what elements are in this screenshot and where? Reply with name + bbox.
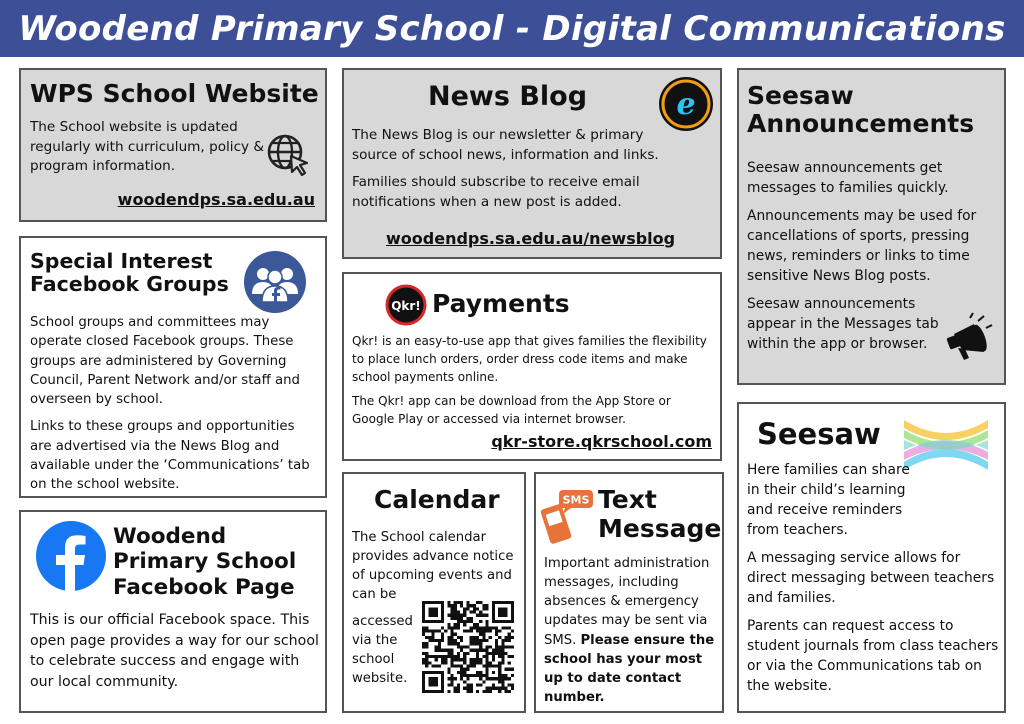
news-blog-card — [342, 68, 722, 259]
seesaw-announcements-text-3: Seesaw announcements appear in the Messages tab within the app or browser. — [747, 296, 939, 352]
seesaw-text-3: Parents can request access to student journals from class teachers or via the Communications tab on the website. — [747, 618, 999, 694]
facebook-page-card — [19, 510, 327, 713]
calendar-text-2: accessed via the school website. — [352, 614, 413, 687]
facebook-page-title: Woodend Primary School Facebook Page — [113, 524, 297, 600]
megaphone-icon — [940, 312, 996, 372]
seesaw-announcements-text-1: Seesaw announcements get messages to families quickly. — [747, 160, 949, 196]
facebook-groups-text-2: Links to these groups and opportunities are advertised via the News Blog and available under the ‘Communications’ tab on the school website. — [30, 419, 310, 493]
seesaw-title: Seesaw — [757, 417, 881, 451]
school-website-text: The School website is updated regularly with curriculum, policy & program information. — [30, 119, 265, 175]
facebook-groups-text — [30, 313, 320, 498]
school-website-link[interactable]: woodendps.sa.edu.au — [117, 190, 315, 209]
payments-card — [342, 272, 722, 461]
globe-cursor-icon — [265, 132, 311, 182]
page-title: Woodend Primary School - Digital Communications — [18, 8, 1006, 49]
payments-text-1: Qkr! is an easy-to-use app that gives families the flexibility to place lunch orders, order dress code items and make school payments online. — [352, 334, 707, 384]
news-blog-title: News Blog — [428, 81, 588, 112]
school-website-card — [19, 68, 327, 222]
payments-title: Payments — [432, 289, 570, 318]
facebook-groups-text-1: School groups and committees may operate closed Facebook groups. These groups are administered by Governing Council, Parent Network and/or staff and overseen by school. — [30, 315, 300, 408]
svg-text:SMS: SMS — [562, 493, 590, 507]
facebook-logo-icon — [35, 520, 107, 596]
seesaw-announcements-title: Seesaw Announcements — [747, 81, 975, 138]
facebook-groups-title: Special Interest Facebook Groups — [30, 249, 229, 296]
facebook-groups-icon — [243, 250, 307, 318]
news-blog-text — [352, 126, 672, 221]
text-message-text-bold: Please ensure the school has your most up to date contact number. — [544, 632, 715, 705]
seesaw-text-1: Here families can share in their child’s learning and receive reminders from teachers. — [747, 462, 910, 538]
text-message-title: Text Message — [598, 485, 722, 543]
payments-link[interactable]: qkr-store.qkrschool.com — [491, 432, 712, 451]
payments-text-2: The Qkr! app can be download from the App Store or Google Play or accessed via internet browser. — [352, 394, 671, 426]
svg-text:Qkr!: Qkr! — [391, 299, 421, 313]
school-website-title: WPS School Website — [30, 79, 319, 108]
qkr-logo-icon — [385, 284, 427, 330]
seesaw-text — [747, 460, 999, 704]
calendar-text-1: The School calendar provides advance notice of upcoming events and can be — [352, 530, 514, 603]
sms-phone-icon — [541, 488, 595, 550]
news-blog-text-1: The News Blog is our newsletter & primary source of school news, information and links. — [352, 127, 659, 163]
news-blog-link[interactable]: woodendps.sa.edu.au/newsblog — [386, 229, 676, 248]
seesaw-card — [737, 402, 1006, 713]
page-header — [0, 0, 1024, 57]
svg-text:e: e — [676, 87, 696, 122]
seesaw-announcements-text-2: Announcements may be used for cancellations of sports, pressing news, reminders or links to time sensitive News Blog posts. — [747, 208, 977, 284]
facebook-groups-card — [19, 236, 327, 498]
seesaw-announcements-card — [737, 68, 1006, 385]
qr-code-icon[interactable] — [422, 601, 514, 697]
facebook-page-text: This is our official Facebook space. This open page provides a way for our school to celebrate success and engage with our local community. — [30, 612, 319, 690]
news-blog-text-2: Families should subscribe to receive email notifications when a new post is added. — [352, 174, 640, 211]
text-message-text — [544, 554, 722, 707]
calendar-title: Calendar — [374, 485, 500, 514]
text-message-card — [534, 472, 724, 713]
seesaw-text-2: A messaging service allows for direct messaging between teachers and families. — [747, 550, 995, 606]
text-message-text-regular: Important administration messages, including absences & emergency updates may be sent via SMS. — [544, 556, 710, 648]
calendar-card — [342, 472, 526, 713]
payments-text — [352, 332, 712, 434]
